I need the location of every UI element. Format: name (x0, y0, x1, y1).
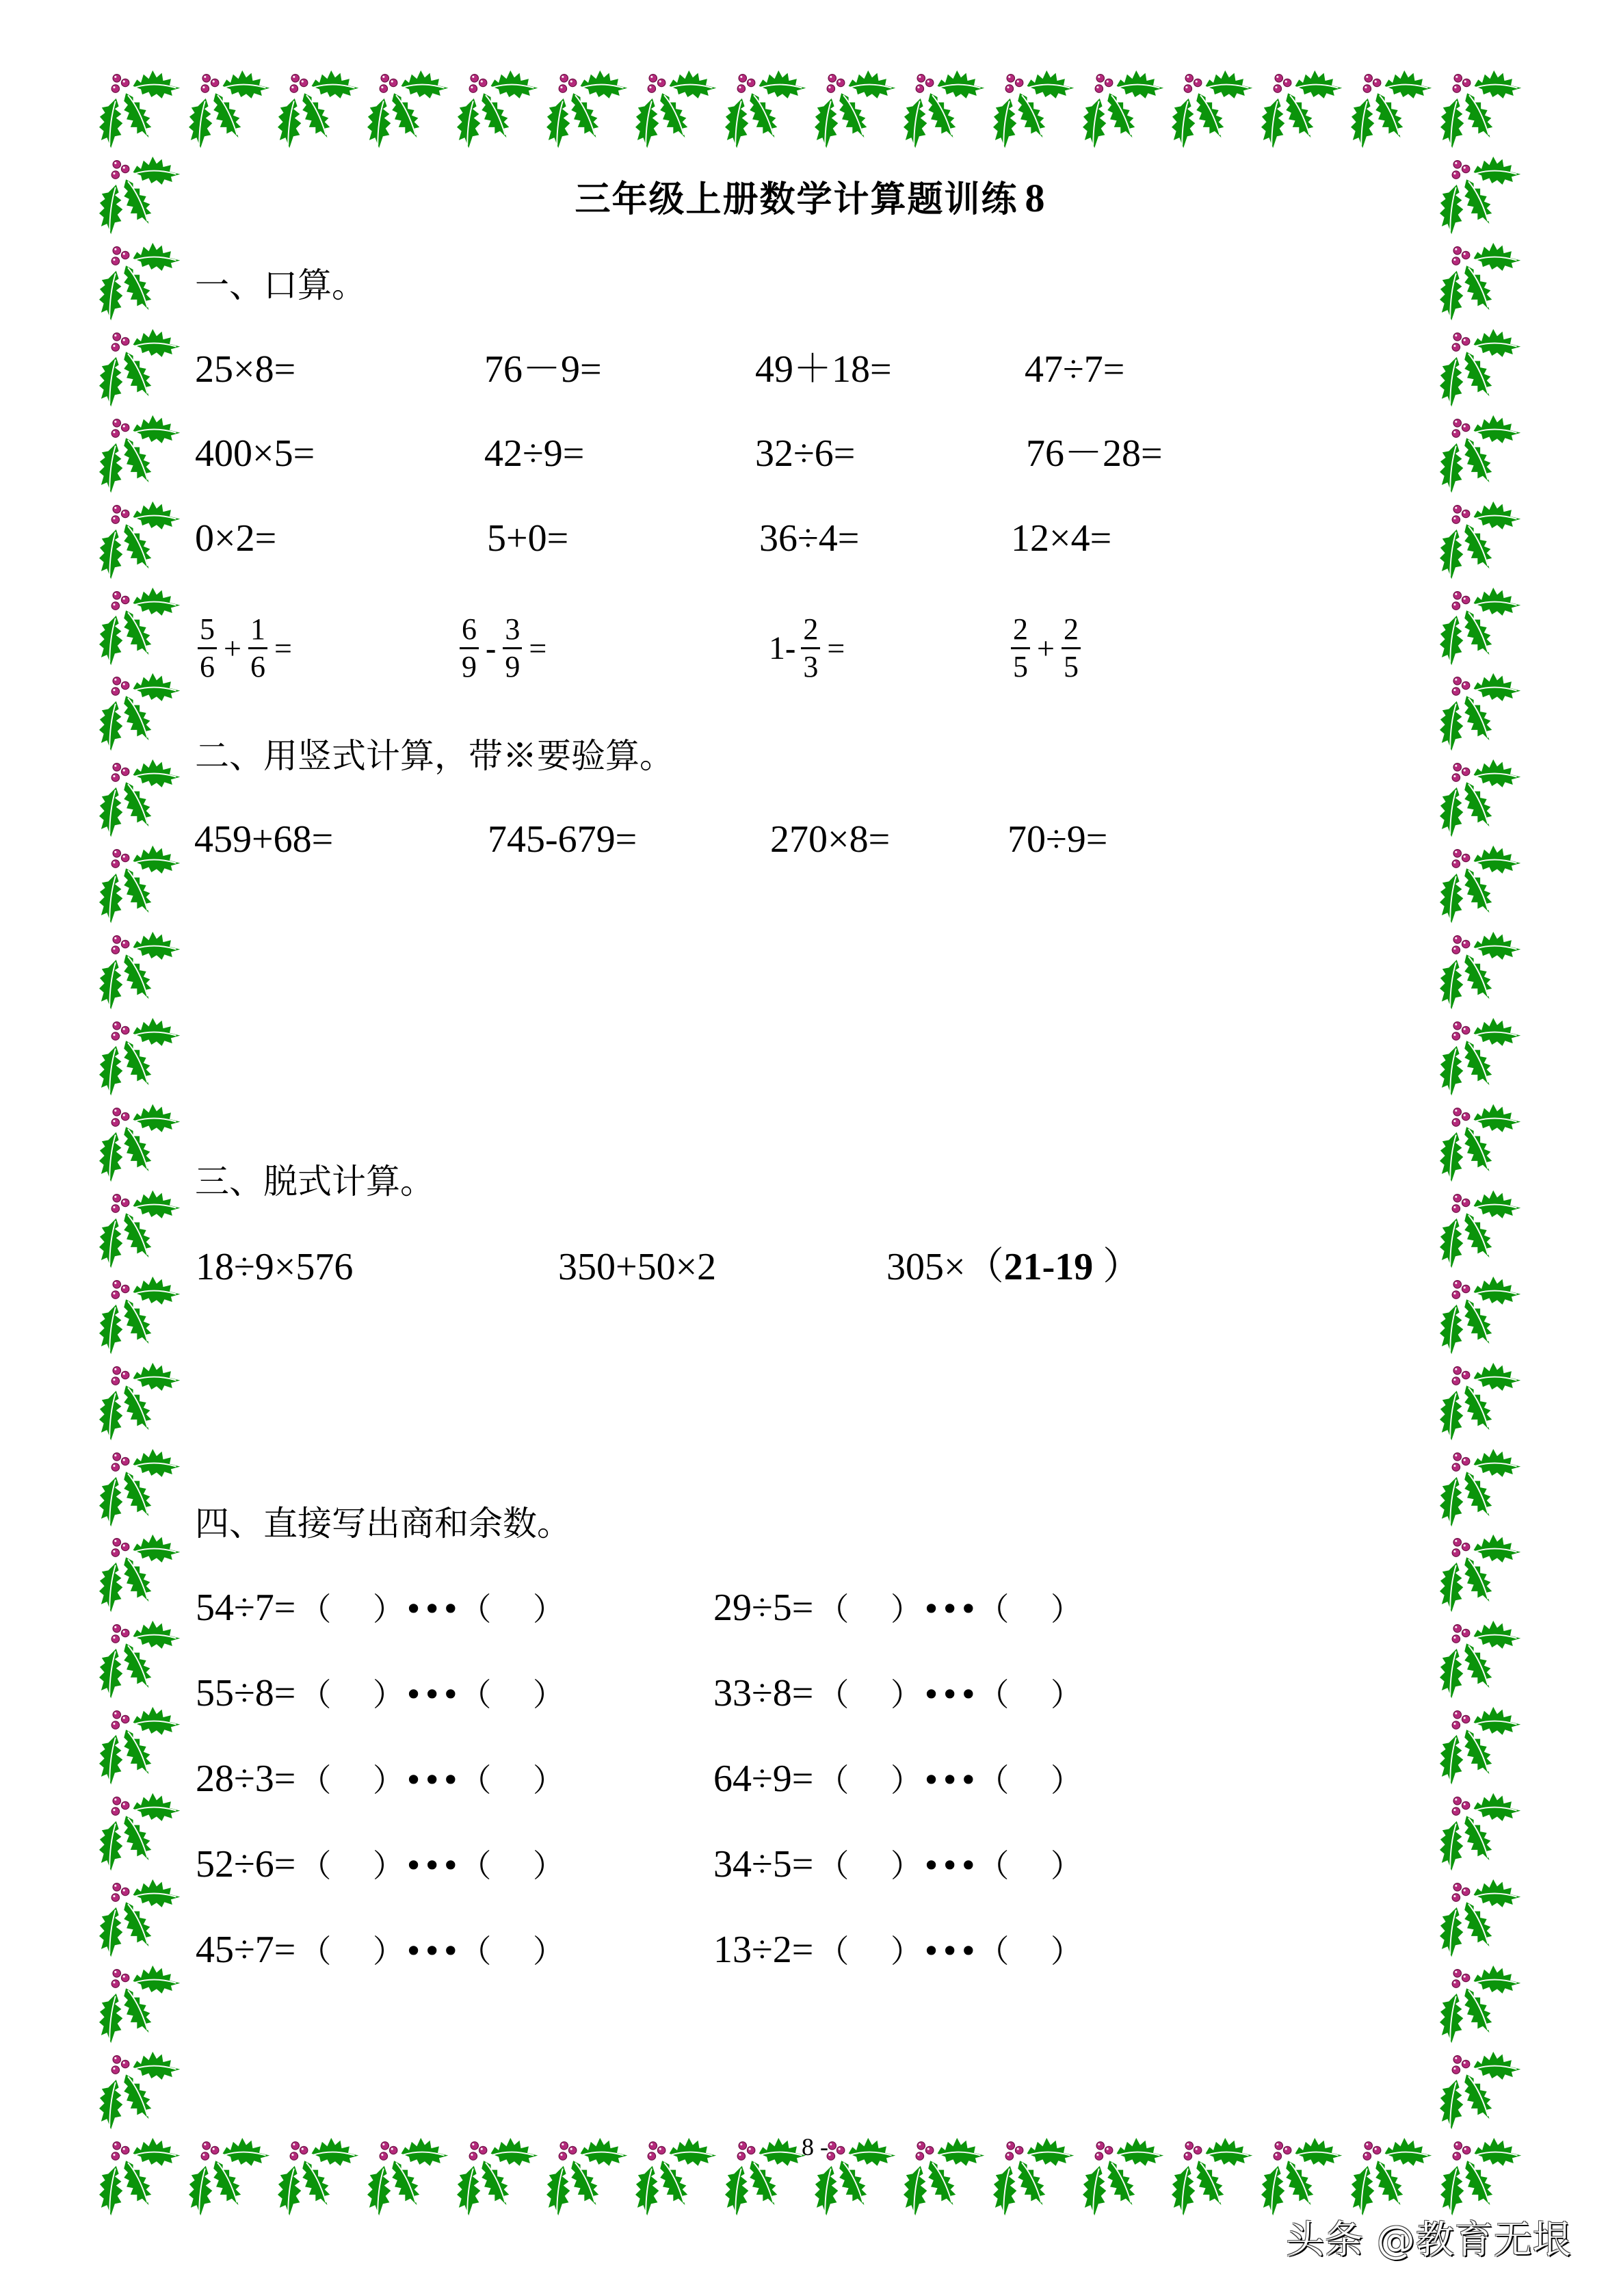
holly-icon (99, 1705, 184, 1790)
fraction-bar (1011, 647, 1030, 649)
holly-icon (1440, 1877, 1525, 1962)
holly-icon (99, 413, 184, 498)
denominator: 5 (1013, 649, 1028, 683)
numerator: 2 (803, 612, 819, 646)
quotient-remainder-item (196, 1926, 564, 1975)
division-expression: 33÷8= (713, 1672, 814, 1714)
holly-icon (367, 68, 452, 153)
mental-math-item: 76－9= (484, 348, 602, 391)
holly-icon (993, 68, 1078, 153)
holly-icon (99, 1619, 184, 1704)
holly-icon (1440, 1102, 1525, 1187)
denominator: 6 (200, 649, 215, 683)
holly-icon (1440, 327, 1525, 412)
numerator: 3 (505, 612, 520, 646)
fraction-bar (1062, 647, 1081, 649)
holly-icon (1440, 499, 1525, 584)
holly-icon (1440, 671, 1525, 756)
quotient-remainder-item (196, 1669, 564, 1719)
division-expression: 34÷5= (713, 1843, 814, 1886)
fraction-item (1008, 610, 1083, 686)
holly-icon (1440, 68, 1525, 153)
holly-icon (99, 1447, 184, 1532)
holly-icon (1440, 1532, 1525, 1617)
division-expression: 55÷8= (196, 1672, 296, 1714)
holly-icon (725, 68, 810, 153)
holly-icon (1440, 1361, 1525, 1446)
division-expression: 54÷7= (196, 1587, 296, 1629)
step-calc-item: 18÷9×576 (196, 1246, 354, 1288)
holly-icon (278, 68, 363, 153)
equals-sign: = (827, 630, 845, 666)
mental-math-item: 400×5= (195, 432, 315, 475)
fraction-bar (248, 647, 267, 649)
quotient-remainder-item (713, 1926, 1082, 1975)
quotient-remainder-item (713, 1840, 1082, 1890)
expr-bold-part: 21-19 (1003, 1246, 1094, 1288)
answer-blanks: （ ）•••（ ） (300, 1762, 564, 1799)
numerator: 5 (200, 612, 215, 646)
holly-icon (99, 327, 184, 412)
mental-math-item: 25×8= (195, 348, 296, 391)
fraction-item (195, 610, 296, 686)
holly-icon (1440, 2050, 1525, 2135)
denominator: 5 (1063, 649, 1079, 683)
holly-icon (1440, 1619, 1525, 1704)
answer-blanks: （ ）•••（ ） (817, 1762, 1082, 1799)
holly-icon (635, 2136, 720, 2221)
numerator: 1 (250, 612, 265, 646)
mental-math-item: 42÷9= (484, 432, 585, 475)
holly-icon (99, 586, 184, 670)
division-expression: 64÷9= (713, 1758, 814, 1800)
mental-math-item: 5+0= (487, 517, 569, 560)
holly-icon (1440, 1016, 1525, 1101)
holly-icon (99, 1188, 184, 1273)
answer-blanks: （ ）•••（ ） (817, 1847, 1082, 1884)
holly-icon (99, 1532, 184, 1617)
fraction-item (457, 610, 551, 686)
answer-blanks: （ ）•••（ ） (817, 1676, 1082, 1713)
title-text: 三年级上册数学计算题训练 (575, 179, 1018, 220)
holly-icon (99, 757, 184, 842)
holly-icon (457, 68, 542, 153)
vertical-calc-item: 70÷9= (1007, 818, 1108, 861)
holly-icon (1440, 1275, 1525, 1359)
whole-number: 1 (769, 629, 785, 666)
holly-icon (99, 1791, 184, 1876)
holly-icon (1172, 68, 1256, 153)
holly-icon (99, 1361, 184, 1446)
holly-icon (99, 1877, 184, 1962)
denominator: 9 (462, 649, 477, 683)
holly-icon (904, 68, 988, 153)
holly-icon (1440, 1791, 1525, 1876)
numerator: 2 (1063, 612, 1079, 646)
numerator: 6 (462, 612, 477, 646)
quotient-remainder-item (196, 1755, 564, 1804)
division-expression: 45÷7= (196, 1929, 296, 1971)
equals-sign: = (274, 630, 292, 666)
holly-icon (457, 2136, 542, 2221)
holly-icon (1440, 844, 1525, 928)
division-expression: 29÷5= (713, 1587, 814, 1629)
operator: + (1037, 630, 1055, 666)
holly-icon (1261, 68, 1346, 153)
denominator: 3 (803, 649, 819, 683)
answer-blanks: （ ）•••（ ） (817, 1591, 1082, 1628)
holly-icon (1440, 413, 1525, 498)
mental-math-item: 47÷7= (1025, 348, 1125, 391)
fraction (248, 614, 267, 682)
operator: + (224, 630, 241, 666)
holly-icon (1083, 68, 1168, 153)
holly-icon (99, 1016, 184, 1101)
quotient-remainder-item (196, 1584, 564, 1633)
holly-icon (1440, 2136, 1525, 2221)
holly-icon (1440, 930, 1525, 1015)
operator: - (486, 630, 497, 666)
quotient-remainder-item (713, 1584, 1082, 1633)
fraction (1062, 614, 1081, 682)
fraction-item (769, 610, 849, 686)
fraction (1011, 614, 1030, 682)
holly-icon (1440, 757, 1525, 842)
holly-icon (99, 68, 184, 153)
holly-icon (546, 2136, 631, 2221)
holly-icon (99, 241, 184, 326)
operator: - (785, 630, 796, 666)
holly-icon (1261, 2136, 1346, 2221)
denominator: 9 (505, 649, 520, 683)
title-number: 8 (1025, 176, 1046, 220)
division-expression: 52÷6= (196, 1843, 296, 1886)
step-calc-item (886, 1243, 1141, 1291)
fraction (503, 614, 522, 682)
vertical-calc-item: 459+68= (194, 818, 334, 861)
page-number: 8 - (802, 2133, 828, 2161)
answer-blanks: （ ）•••（ ） (300, 1676, 564, 1713)
holly-icon (99, 2136, 184, 2221)
holly-icon (1440, 241, 1525, 326)
holly-icon (99, 671, 184, 756)
holly-icon (278, 2136, 363, 2221)
holly-icon (99, 2050, 184, 2135)
fraction-bar (503, 647, 522, 649)
holly-icon (99, 844, 184, 928)
holly-icon (1440, 1188, 1525, 1273)
section1-heading: 一、口算。 (195, 265, 366, 305)
fraction-bar (460, 647, 479, 649)
mental-math-item: 49＋18= (755, 348, 892, 391)
holly-icon (993, 2136, 1078, 2221)
holly-icon (1440, 1705, 1525, 1790)
denominator: 6 (250, 649, 265, 683)
section4-heading: 四、直接写出商和余数。 (195, 1504, 571, 1543)
holly-icon (904, 2136, 988, 2221)
vertical-calc-item: 745-679= (488, 818, 637, 861)
section2-heading: 二、用竖式计算，带※要验算。 (195, 736, 674, 776)
holly-icon (99, 930, 184, 1015)
holly-icon (1351, 68, 1436, 153)
answer-blanks: （ ）•••（ ） (817, 1933, 1082, 1970)
answer-blanks: （ ）•••（ ） (300, 1933, 564, 1970)
numerator: 2 (1013, 612, 1028, 646)
page-title (0, 174, 1621, 224)
holly-icon (99, 1964, 184, 2048)
mental-math-item: 36÷4= (759, 517, 860, 560)
holly-icon (546, 68, 631, 153)
holly-icon (189, 68, 274, 153)
quotient-remainder-item (713, 1669, 1082, 1719)
holly-icon (189, 2136, 274, 2221)
holly-icon (99, 1275, 184, 1359)
division-expression: 13÷2= (713, 1929, 814, 1971)
holly-icon (1083, 2136, 1168, 2221)
equals-sign: = (529, 630, 547, 666)
fraction-bar (198, 647, 217, 649)
vertical-calc-item: 270×8= (770, 818, 891, 861)
holly-icon (815, 68, 899, 153)
fraction (198, 614, 217, 682)
division-expression: 28÷3= (196, 1758, 296, 1800)
mental-math-item: 76－28= (1026, 432, 1163, 475)
answer-blanks: （ ）•••（ ） (300, 1591, 564, 1628)
expr-prefix: 305×（ (886, 1246, 1004, 1288)
holly-icon (1440, 1447, 1525, 1532)
mental-math-item: 12×4= (1011, 517, 1112, 560)
holly-icon (1440, 586, 1525, 670)
expr-suffix: ） (1093, 1246, 1142, 1288)
holly-icon (1351, 2136, 1436, 2221)
watermark: 头条 @教育无垠 (1286, 2218, 1572, 2262)
holly-icon (99, 499, 184, 584)
holly-icon (1440, 1964, 1525, 2048)
fraction (801, 614, 820, 682)
holly-icon (99, 1102, 184, 1187)
answer-blanks: （ ）•••（ ） (300, 1847, 564, 1884)
fraction (460, 614, 479, 682)
holly-icon (635, 68, 720, 153)
holly-icon (725, 2136, 810, 2221)
quotient-remainder-item (196, 1840, 564, 1890)
quotient-remainder-item (713, 1755, 1082, 1804)
mental-math-item: 32÷6= (755, 432, 856, 475)
holly-icon (367, 2136, 452, 2221)
holly-icon (1172, 2136, 1256, 2221)
fraction-bar (801, 647, 820, 649)
mental-math-item: 0×2= (195, 517, 277, 560)
section3-heading: 三、脱式计算。 (195, 1162, 434, 1201)
step-calc-item: 350+50×2 (558, 1246, 717, 1288)
